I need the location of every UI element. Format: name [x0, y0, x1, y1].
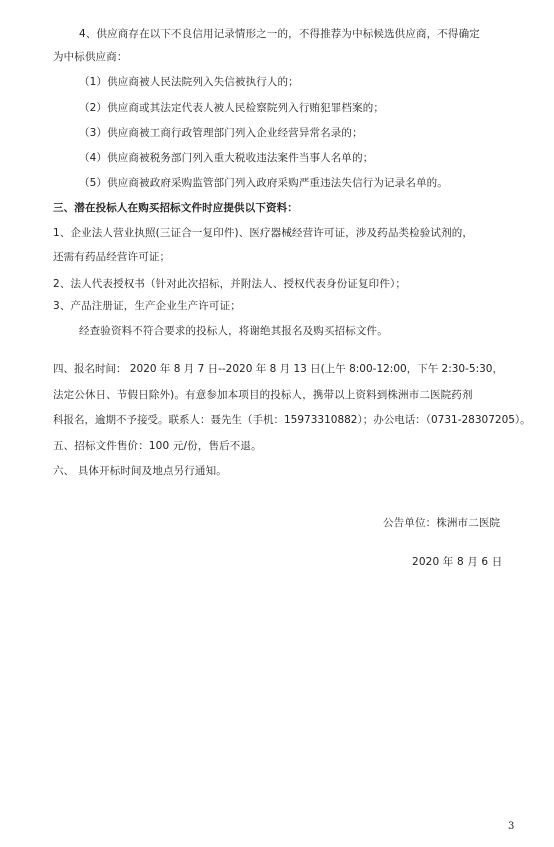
section4-line3: 科报名，逾期不予接受。联系人：聂先生（手机：15973310882）；办公电话：（0731-28307205）。 [53, 414, 531, 426]
clause4-item-5: （5）供应商被政府采购监管部门列入政府采购严重违法失信行为记录名单的。 [79, 177, 448, 189]
section3-note: 经查验资料不符合要求的投标人，将谢绝其报名及购买招标文件。 [79, 325, 388, 337]
signature-unit: 公告单位：株洲市二医院 [383, 517, 501, 529]
section3-item2: 2、法人代表授权书（针对此次招标，并附法人、授权代表身份证复印件）； [53, 278, 407, 290]
clause4-item-4: （4）供应商被税务部门列入重大税收违法案件当事人名单的； [79, 152, 374, 164]
section4-line2: 法定公休日、节假日除外)。有意参加本项目的投标人，携带以上资料到株洲市二医院药剂 [53, 389, 473, 401]
clause4-item-1: （1）供应商被人民法院列入失信被执行人的； [79, 76, 299, 88]
section3-item1-line1: 1、企业法人营业执照(三证合一复印件)、医疗器械经营许可证，涉及药品类检验试剂的， [53, 227, 474, 239]
section3-heading: 三、潜在投标人在购买招标文件时应提供以下资料： [53, 202, 298, 214]
section5: 五、招标文件售价：100 元/份，售后不退。 [53, 440, 262, 452]
signature-date: 2020 年 8 月 6 日 [412, 556, 503, 568]
section3-item3: 3、产品注册证，生产企业生产许可证； [53, 300, 241, 312]
section3-item1-line2: 还需有药品经营许可证； [53, 251, 171, 263]
clause4-item-2: （2）供应商或其法定代表人被人民检察院列入行贿犯罪档案的； [79, 102, 385, 114]
clause4-line1: 4、供应商存在以下不良信用记录情形之一的，不得推荐为中标候选供应商，不得确定 [79, 28, 480, 40]
page-number: 3 [508, 821, 515, 832]
clause4-line2: 为中标供应商： [53, 51, 128, 63]
section4-line1: 四、报名时间： 2020 年 8 月 7 日--2020 年 8 月 13 日(上午 8:00-12:00，下午 2:30-5:30， [53, 363, 503, 375]
clause4-item-3: （3）供应商被工商行政管理部门列入企业经营异常名录的； [79, 127, 363, 139]
section6: 六、 具体开标时间及地点另行通知。 [53, 465, 227, 477]
